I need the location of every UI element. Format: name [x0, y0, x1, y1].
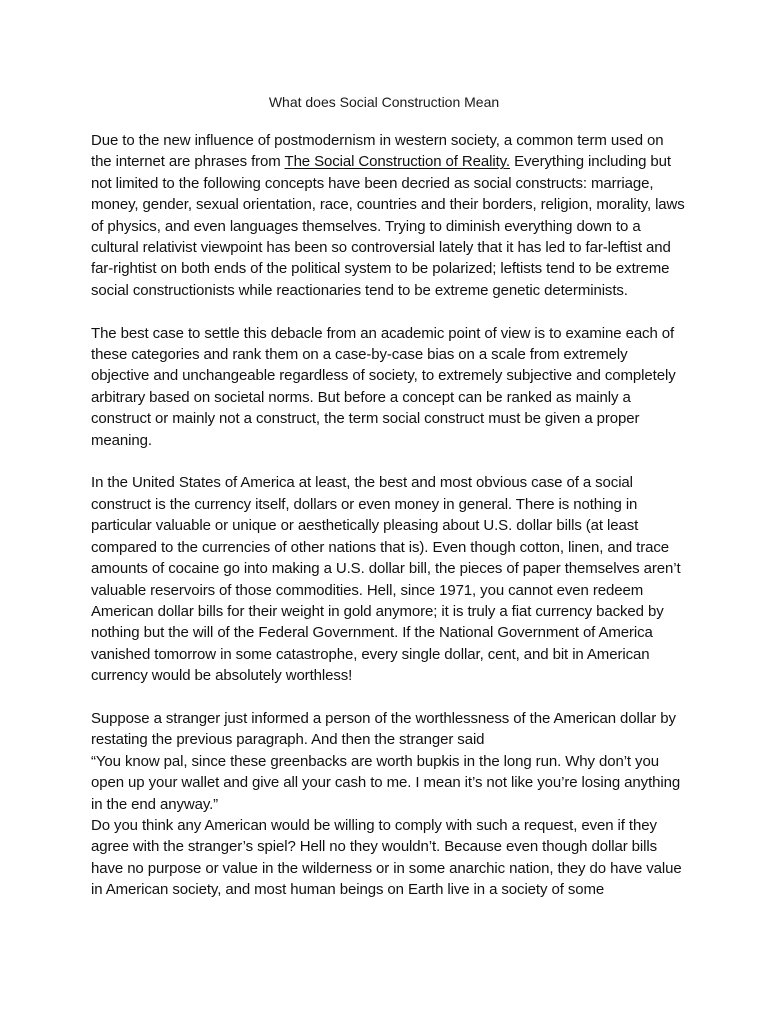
text-segment: The best case to settle this debacle from an academic point of view is to examine each of these categories and rank them on a case-by-case bias on a scale from extremely objective and unchangeable regardless of society, to extremely subjective and completely arbitrary based on societal norms. But before a concept can be ranked as mainly a construct or mainly not a construct, the term social construct must be given a proper meaning.: [91, 324, 676, 449]
text-segment: In the United States of America at least, the best and most obvious case of a social construct is the currency itself, dollars or even money in general. There is nothing in particular valuable or unique or aesthetically pleasing about U.S. dollar bills (at least compared to the currencies of other nations that is). Even though cotton, linen, and trace amounts of cocaine go into making a U.S. dollar bill, the pieces of paper themselves aren’t valuable reservoirs of those commodities. Hell, since 1971, you cannot even redeem American dollar bills for their weight in gold anymore; it is truly a fiat currency backed by nothing but the will of the Federal Government. If the National Government of America vanished tomorrow in some catastrophe, every single dollar, cent, and bit in American currency would be absolutely worthless!: [91, 474, 681, 685]
paragraph-intro: [91, 130, 687, 301]
paragraph-quote: [91, 751, 687, 815]
reference-link[interactable]: The Social Construction of Reality.: [284, 153, 510, 171]
text-segment: Due to the new influence of postmodernism in western society, a common term used on the internet are phrases from: [91, 132, 664, 171]
document-title: What does Social Construction Mean: [268, 94, 500, 110]
paragraph-stranger: [91, 708, 687, 751]
document-body: [91, 130, 687, 901]
text-segment: Do you think any American would be willing to comply with such a request, even if they agree with the stranger’s spiel? Hell no they wouldn’t. Because even though dollar bills have no purpose or value in the wilderness or in some anarchic nation, they do have value in American society, and most human beings on Earth live in a society of some: [91, 816, 682, 899]
text-segment: Suppose a stranger just informed a person of the worthlessness of the American dollar by restating the previous paragraph. And then the stranger said: [91, 709, 676, 749]
paragraph-question: [91, 815, 687, 901]
text-segment: “You know pal, since these greenbacks are worth bupkis in the long run. Why don’t you open up your wallet and give all your cash to me. I mean it’s not like you’re losing anything in the end anyway.”: [91, 752, 681, 813]
text-segment: Everything including but not limited to the following concepts have been decried as social constructs: marriage, money, gender, sexual orientation, race, countries and their borders, religion, morality, laws of physics, and even languages themselves. Trying to diminish everything down to a cultural relativist viewpoint has been so controversial lately that it has led to far-leftist and far-rightist on both ends of the political system to be polarized; leftists tend to be extreme social constructionists while reactionaries tend to be extreme genetic determinists.: [91, 153, 685, 299]
paragraph-currency: [91, 472, 687, 686]
paragraph-best-case: [91, 323, 687, 451]
